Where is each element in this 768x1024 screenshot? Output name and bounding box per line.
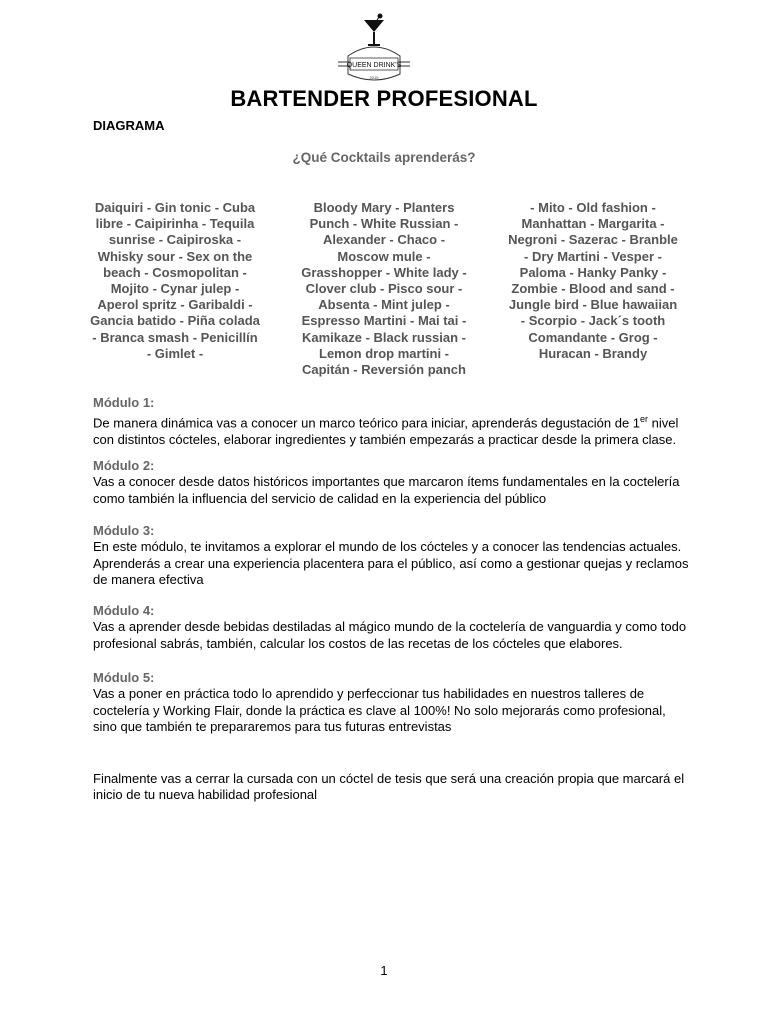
module-text: Vas a conocer desde datos históricos importantes que marcaron ítems fundamentales en la coctelería como también la influencia del servicio de calidad en la experiencia del público	[93, 474, 680, 506]
cocktails-question: ¿Qué Cocktails aprenderás?	[292, 150, 476, 165]
module-title: Módulo 4:	[93, 603, 155, 618]
module-text: Vas a aprender desde bebidas destiladas al mágico mundo de la coctelería de vanguardia y como todo profesional sabrás, también, calcular los costos de las recetas de los cócteles que elabores.	[93, 619, 687, 651]
queen-drinks-logo	[330, 10, 418, 90]
svg-text:QUEEN DRINK'S: QUEEN DRINK'S	[346, 62, 402, 69]
module-5	[93, 670, 693, 735]
section-subheading: DIAGRAMA	[93, 118, 165, 133]
module-title: Módulo 5:	[93, 670, 155, 685]
module-title: Módulo 1:	[93, 395, 155, 410]
module-text-continued: nivel con distintos cócteles, elaborar ingredientes y también empezarás a practicar desde la primera clase.	[93, 415, 679, 447]
module-text: De manera dinámica vas a conocer un marco teórico para iniciar, aprenderás degustación de 1	[93, 415, 641, 431]
module-2	[93, 458, 693, 507]
module-1	[93, 395, 693, 448]
cocktail-glass-icon	[330, 10, 418, 90]
module-title: Módulo 3:	[93, 523, 155, 538]
module-text: Vas a poner en práctica todo lo aprendido y perfeccionar tus habilidades en nuestros talleres de coctelería y Working Flair, donde la práctica es clave al 100%! No solo mejorarás como profesional, sino que también te prepararemos para tus futuras entrevistas	[93, 686, 666, 734]
module-3	[93, 523, 693, 588]
cocktail-list-column-1: Daiquiri - Gin tonic - Cuba libre - Caipirinha - Tequila sunrise - Caipiroska - Whisky sour - Sex on the beach - Cosmopolitan - Mojito - Cynar julep - Aperol spritz - Garibaldi - Gancia batido - Piña colada - Branca smash - Penicillín - Gimlet -	[90, 200, 260, 361]
page-number: 1	[380, 963, 388, 978]
svg-text:2019: 2019	[369, 75, 379, 80]
page-title: BARTENDER PROFESIONAL	[230, 86, 538, 111]
module-text-superscript: er	[640, 414, 649, 425]
final-paragraph: Finalmente vas a cerrar la cursada con un cóctel de tesis que será una creación propia que marcará el inicio de tu nueva habilidad profesional	[93, 771, 685, 803]
cocktail-list-column-3: - Mito - Old fashion - Manhattan - Margarita - Negroni - Sazerac - Branble - Dry Martini - Vesper - Paloma - Hanky Panky - Zombie - Blood and sand - Jungle bird - Blue hawaiian - Scorpio - Jack´s tooth Comandante - Grog - Huracan - Brandy	[508, 200, 678, 361]
module-text: En este módulo, te invitamos a explorar el mundo de los cócteles y a conocer las tendencias actuales. Aprenderás a crear una experiencia placentera para el público, así como a gestionar quejas y reclamos de manera efectiva	[93, 539, 689, 587]
cocktail-list-column-2: Bloody Mary - Planters Punch - White Russian - Alexander - Chaco - Moscow mule - Grasshopper - White lady - Clover club - Pisco sour - Absenta - Mint julep - Espresso Martini - Mai tai - Kamikaze - Black russian - Lemon drop martini - Capitán - Reversión panch	[301, 200, 467, 378]
module-title: Módulo 2:	[93, 458, 155, 473]
module-4	[93, 603, 693, 652]
